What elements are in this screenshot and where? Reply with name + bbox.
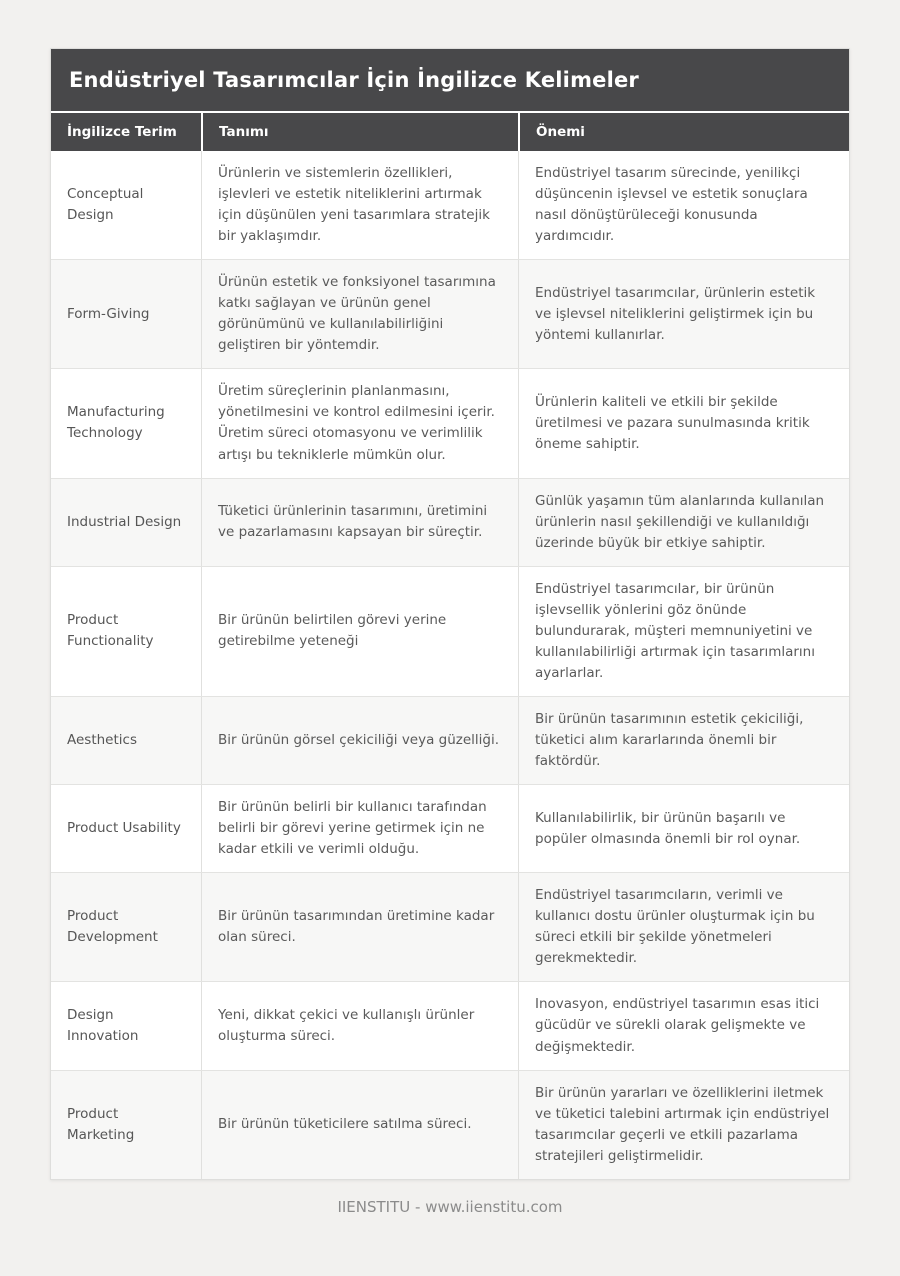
cell-definition: Üretim süreçlerinin planlanmasını, yönetilmesini ve kontrol edilmesini içerir. Üretim süreci otomasyonu ve verimlilik artışı bu tekniklerle mümkün olur. [201, 369, 518, 477]
cell-definition: Bir ürünün görsel çekiciliği veya güzelliği. [201, 697, 518, 784]
cell-term: Design Innovation [67, 1006, 139, 1044]
cell-term: Product Usability [67, 820, 181, 837]
table-row [51, 696, 849, 784]
cell-term: Manufacturing Technology [67, 404, 165, 442]
cell-term: Product Functionality [67, 612, 154, 650]
column-header-importance: Önemi [518, 113, 849, 151]
table-body [51, 151, 849, 1179]
column-header-term: İngilizce Terim [67, 124, 177, 140]
cell-term: Aesthetics [67, 731, 137, 748]
table-row [51, 981, 849, 1069]
column-header-definition: Tanımı [201, 113, 518, 151]
cell-definition: Ürünün estetik ve fonksiyonel tasarımına katkı sağlayan ve ürünün genel görünümünü ve kullanılabilirliğini geliştiren bir yöntemdir. [201, 260, 518, 368]
vocabulary-card [50, 48, 850, 1180]
cell-term: Industrial Design [67, 513, 182, 530]
cell-importance: Endüstriyel tasarımcılar, bir ürünün işlevsellik yönlerini göz önünde bulundurarak, müşteri memnuniyetini ve kullanılabilirliği artırmak için tasarımlarını ayarlarlar. [518, 567, 849, 696]
cell-importance: Inovasyon, endüstriyel tasarımın esas itici gücüdür ve sürekli olarak gelişmekte ve değişmektedir. [518, 982, 849, 1069]
cell-definition: Bir ürünün belirli bir kullanıcı tarafından belirli bir görevi yerine getirmek için ne kadar etkili ve verimli olduğu. [201, 785, 518, 872]
cell-importance: Günlük yaşamın tüm alanlarında kullanılan ürünlerin nasıl şekillendiği ve kullanıldığı üzerinde büyük bir etkiye sahiptir. [518, 479, 849, 566]
cell-term: Form-Giving [67, 305, 150, 322]
page-title: Endüstriyel Tasarımcılar İçin İngilizce Kelimeler [51, 49, 849, 113]
table-header-row [51, 113, 849, 151]
cell-importance: Endüstriyel tasarımcılar, ürünlerin estetik ve işlevsel niteliklerini geliştirmek için bu yöntemi kullanırlar. [518, 260, 849, 368]
cell-importance: Endüstriyel tasarım sürecinde, yenilikçi düşüncenin işlevsel ve estetik sonuçlara nasıl dönüştürüleceği konusunda yardımcıdır. [518, 151, 849, 259]
table-row [51, 872, 849, 981]
table-row [51, 566, 849, 696]
cell-term: Product Development [67, 908, 158, 946]
cell-importance: Bir ürünün tasarımının estetik çekiciliği, tüketici alım kararlarında önemli bir faktördür. [518, 697, 849, 784]
cell-importance: Ürünlerin kaliteli ve etkili bir şekilde üretilmesi ve pazara sunulmasında kritik öneme sahiptir. [518, 369, 849, 477]
cell-importance: Kullanılabilirlik, bir ürünün başarılı ve popüler olmasında önemli bir rol oynar. [518, 785, 849, 872]
cell-importance: Endüstriyel tasarımcıların, verimli ve kullanıcı dostu ürünler oluşturmak için bu süreci etkili bir şekilde yönetmeleri gerekmektedir. [518, 873, 849, 981]
cell-definition: Bir ürünün tasarımından üretimine kadar olan süreci. [201, 873, 518, 981]
table-row [51, 368, 849, 477]
cell-importance: Bir ürünün yararları ve özelliklerini iletmek ve tüketici talebini artırmak için endüstriyel tasarımcılar geçerli ve etkili pazarlama stratejileri geliştirmelidir. [518, 1071, 849, 1179]
footer-credit: IIENSTITU - www.iienstitu.com [337, 1197, 563, 1216]
cell-term: Conceptual Design [67, 186, 144, 224]
cell-definition: Yeni, dikkat çekici ve kullanışlı ürünler oluşturma süreci. [201, 982, 518, 1069]
table-row [51, 478, 849, 566]
table-row [51, 151, 849, 259]
cell-definition: Ürünlerin ve sistemlerin özellikleri, işlevleri ve estetik niteliklerini artırmak için düşünülen yeni tasarımlara stratejik bir yaklaşımdır. [201, 151, 518, 259]
table-row [51, 784, 849, 872]
cell-definition: Tüketici ürünlerinin tasarımını, üretimini ve pazarlamasını kapsayan bir süreçtir. [201, 479, 518, 566]
table-row [51, 259, 849, 368]
cell-definition: Bir ürünün tüketicilere satılma süreci. [201, 1071, 518, 1179]
table-row [51, 1070, 849, 1179]
cell-definition: Bir ürünün belirtilen görevi yerine getirebilme yeteneği [201, 567, 518, 696]
cell-term: Product Marketing [67, 1105, 135, 1143]
